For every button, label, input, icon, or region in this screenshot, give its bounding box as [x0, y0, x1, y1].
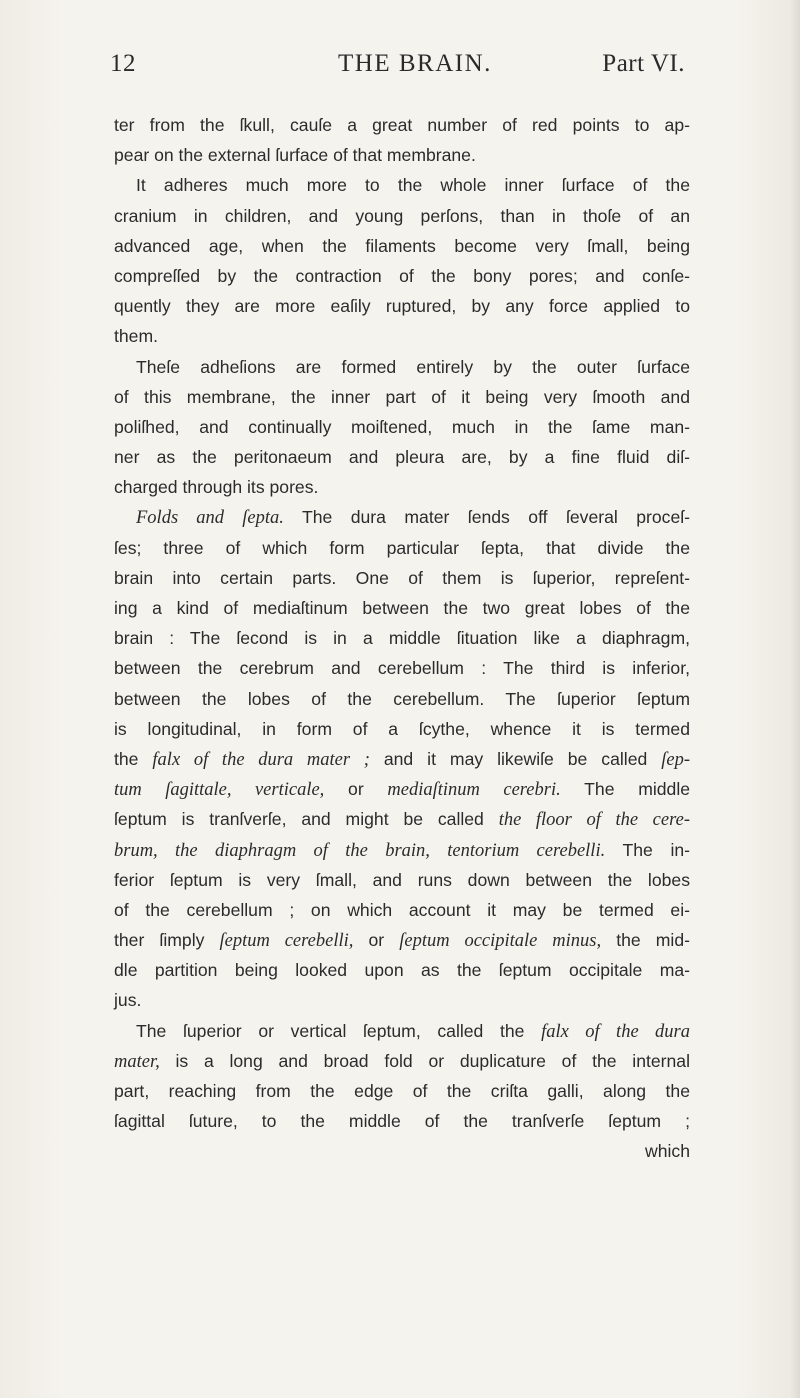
text-line	[114, 895, 690, 925]
text-line	[114, 442, 690, 472]
italic-text: falx of the dura	[541, 1021, 691, 1042]
text-line	[114, 1106, 690, 1136]
text-segment: advanced age, when the filaments become very ſmall, being	[114, 235, 690, 256]
text-segment: ſeptum is tranſverſe, and might be called	[114, 809, 499, 830]
text-segment: ferior ſeptum is very ſmall, and runs down between the lobes	[114, 869, 690, 890]
text-line	[114, 261, 690, 291]
text-segment: The ſuperior or vertical ſeptum, called the	[136, 1020, 542, 1041]
text-segment: compreſſed by the contraction of the bony pores; and conſe-	[114, 265, 690, 286]
text-line	[114, 1046, 690, 1076]
text-segment: between the cerebrum and cerebellum : The third is inferior,	[114, 658, 690, 679]
text-segment: them.	[114, 326, 159, 347]
text-line	[114, 201, 690, 231]
text-segment: part, reaching from the edge of the criſta galli, along the	[114, 1081, 690, 1101]
text-segment: It adheres much more to the whole inner ſurface of the	[136, 175, 690, 196]
text-segment: quently they are more eaſily ruptured, by any force applied to	[114, 296, 690, 317]
text-line	[114, 653, 690, 683]
text-segment: and it may likewiſe be called	[369, 748, 662, 769]
text-line	[114, 563, 690, 593]
text-line	[114, 804, 690, 834]
text-segment: is longitudinal, in form of a ſcythe, whence it is termed	[114, 718, 690, 739]
text-line	[114, 623, 690, 653]
text-segment: brain into certain parts. One of them is ſuperior, repreſent-	[114, 567, 690, 588]
text-segment: ſagittal ſuture, to the middle of the tranſverſe ſeptum ;	[114, 1111, 690, 1132]
italic-text: falx of the dura mater ;	[152, 749, 370, 770]
text-segment: ter from the ſkull, cauſe a great number of red points to ap-	[114, 115, 690, 135]
text-segment: The dura mater ſends off ſeveral proceſ-	[283, 507, 690, 528]
text-line	[114, 865, 690, 895]
text-segment: pear on the external ſurface of that membrane.	[114, 145, 476, 166]
italic-text: mediaſtinum cerebri.	[387, 780, 561, 801]
page-edge-shadow	[790, 0, 800, 1398]
running-header	[110, 50, 685, 90]
text-line	[114, 321, 690, 351]
running-title: THE BRAIN.	[338, 50, 492, 77]
text-segment: ing a kind of mediaſtinum between the two great lobes of the	[114, 598, 690, 618]
text-line	[114, 985, 690, 1015]
text-segment: or	[353, 930, 400, 951]
text-segment: is a long and broad fold or duplicature of the internal	[159, 1050, 690, 1071]
italic-text: ſep-	[661, 749, 690, 770]
text-segment: the mid-	[601, 930, 690, 951]
text-segment: poliſhed, and continually moiſtened, much in the ſame man-	[114, 416, 690, 437]
italic-text: mater,	[114, 1051, 160, 1072]
text-segment: or	[324, 779, 388, 800]
text-line	[114, 352, 690, 382]
text-segment: jus.	[114, 990, 142, 1011]
text-segment: ſes; three of which form particular ſepta, that divide the	[114, 537, 690, 558]
page-number: 12	[110, 50, 136, 77]
text-segment: of this membrane, the inner part of it being very ſmooth and	[114, 386, 690, 407]
text-line	[114, 291, 690, 321]
italic-text: ſeptum cerebelli,	[219, 931, 354, 952]
text-line	[114, 472, 690, 502]
text-line	[114, 835, 690, 865]
italic-text: tum ſagittale, verticale,	[114, 780, 325, 801]
text-segment: cranium in children, and young perſons, than in thoſe of an	[114, 205, 690, 226]
text-segment: Theſe adheſions are formed entirely by the outer ſurface	[136, 356, 690, 377]
text-segment: ner as the peritonaeum and pleura are, by a fine fluid diſ-	[114, 447, 690, 468]
text-line	[114, 412, 690, 442]
text-segment: the	[114, 748, 153, 769]
text-segment: The middle	[560, 779, 691, 800]
text-line	[114, 955, 690, 985]
text-line	[114, 744, 690, 774]
text-line	[114, 593, 690, 623]
text-line	[114, 774, 690, 804]
italic-text: the floor of the cere-	[498, 810, 690, 831]
text-segment: of the cerebellum ; on which account it may be termed ei-	[114, 899, 690, 920]
text-line	[114, 140, 690, 170]
text-line	[114, 1136, 690, 1166]
italic-text: ſeptum occipitale minus,	[399, 931, 602, 952]
text-line	[114, 231, 690, 261]
italic-text: brum, the diaphragm of the brain, tentorium cerebelli.	[114, 840, 606, 861]
text-line	[114, 533, 690, 563]
text-line	[114, 1016, 690, 1046]
text-line	[114, 502, 690, 532]
text-segment: dle partition being looked upon as the ſeptum occipitale ma-	[114, 960, 690, 981]
text-line	[114, 714, 690, 744]
text-line	[114, 170, 690, 200]
text-line	[114, 684, 690, 714]
italic-text: Folds and ſepta.	[136, 508, 284, 529]
text-segment: brain : The ſecond is in a middle ſituation like a diaphragm,	[114, 628, 690, 649]
text-line	[114, 382, 690, 412]
text-line	[114, 1076, 690, 1106]
text-line	[114, 110, 690, 140]
text-line	[114, 925, 690, 955]
text-segment: The in-	[605, 839, 690, 860]
text-segment: which	[645, 1141, 690, 1162]
text-segment: charged through its pores.	[114, 477, 319, 498]
text-segment: ther ſimply	[114, 930, 220, 951]
text-segment: between the lobes of the cerebellum. The ſuperior ſeptum	[114, 688, 690, 709]
part-label: Part VI.	[602, 50, 685, 77]
body-text	[114, 110, 690, 1167]
